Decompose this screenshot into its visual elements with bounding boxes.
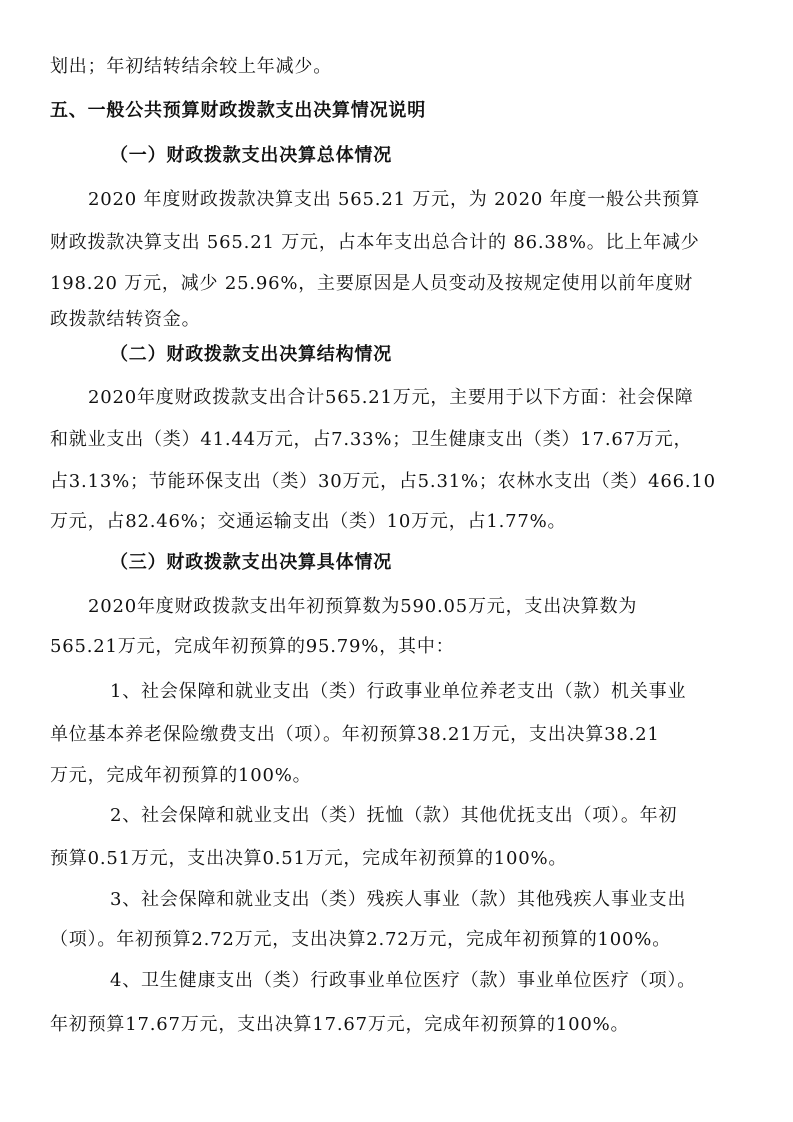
list-item-line: 年初预算17.67万元，支出决算17.67万元，完成年初预算的100%。 xyxy=(50,1014,630,1035)
list-item-line: 2、社会保障和就业支出（类）抚恤（款）其他优抚支出（项）。年初 xyxy=(110,805,678,826)
list-item-line: 4、卫生健康支出（类）行政事业单位医疗（款）事业单位医疗（项）。 xyxy=(110,970,697,991)
list-item-line: 单位基本养老保险缴费支出（项）。年初预算38.21万元，支出决算38.21 xyxy=(50,724,660,745)
paragraph-line: 政拨款结转资金。 xyxy=(50,309,201,330)
subsection-heading: （三）财政拨款支出决算具体情况 xyxy=(110,552,392,573)
section-heading: 五、一般公共预算财政拨款支出决算情况说明 xyxy=(50,100,426,121)
list-item-line: （项）。年初预算2.72万元，支出决算2.72万元，完成年初预算的100%。 xyxy=(50,929,672,950)
text-line: 划出；年初结转结余较上年减少。 xyxy=(50,56,332,77)
list-item-line: 万元，完成年初预算的100%。 xyxy=(50,765,312,786)
paragraph-line: 198.20 万元，减少 25.96%，主要原因是人员变动及按规定使用以前年度财 xyxy=(50,273,694,294)
paragraph-line: 万元，占82.46%；交通运输支出（类）10万元，占1.77%。 xyxy=(50,511,567,532)
paragraph-line: 565.21万元，完成年初预算的95.79%，其中： xyxy=(50,636,455,657)
paragraph-line: 占3.13%；节能环保支出（类）30万元，占5.31%；农林水支出（类）466.10 xyxy=(50,471,716,492)
paragraph-line: 财政拨款决算支出 565.21 万元，占本年支出总合计的 86.38%。比上年减少 xyxy=(50,232,700,253)
paragraph-line: 和就业支出（类）41.44万元，占7.33%；卫生健康支出（类）17.67万元， xyxy=(50,429,693,450)
paragraph-line: 2020年度财政拨款支出合计565.21万元，主要用于以下方面：社会保障 xyxy=(88,387,694,408)
subsection-heading: （二）财政拨款支出决算结构情况 xyxy=(110,344,392,365)
list-item-line: 1、社会保障和就业支出（类）行政事业单位养老支出（款）机关事业 xyxy=(110,681,687,702)
list-item-line: 3、社会保障和就业支出（类）残疾人事业（款）其他残疾人事业支出 xyxy=(110,889,687,910)
subsection-heading: （一）财政拨款支出决算总体情况 xyxy=(110,145,392,166)
list-item-line: 预算0.51万元，支出决算0.51万元，完成年初预算的100%。 xyxy=(50,848,568,869)
paragraph-line: 2020 年度财政拨款决算支出 565.21 万元，为 2020 年度一般公共预算 xyxy=(88,189,701,210)
paragraph-line: 2020年度财政拨款支出年初预算数为590.05万元，支出决算数为 xyxy=(88,596,638,617)
